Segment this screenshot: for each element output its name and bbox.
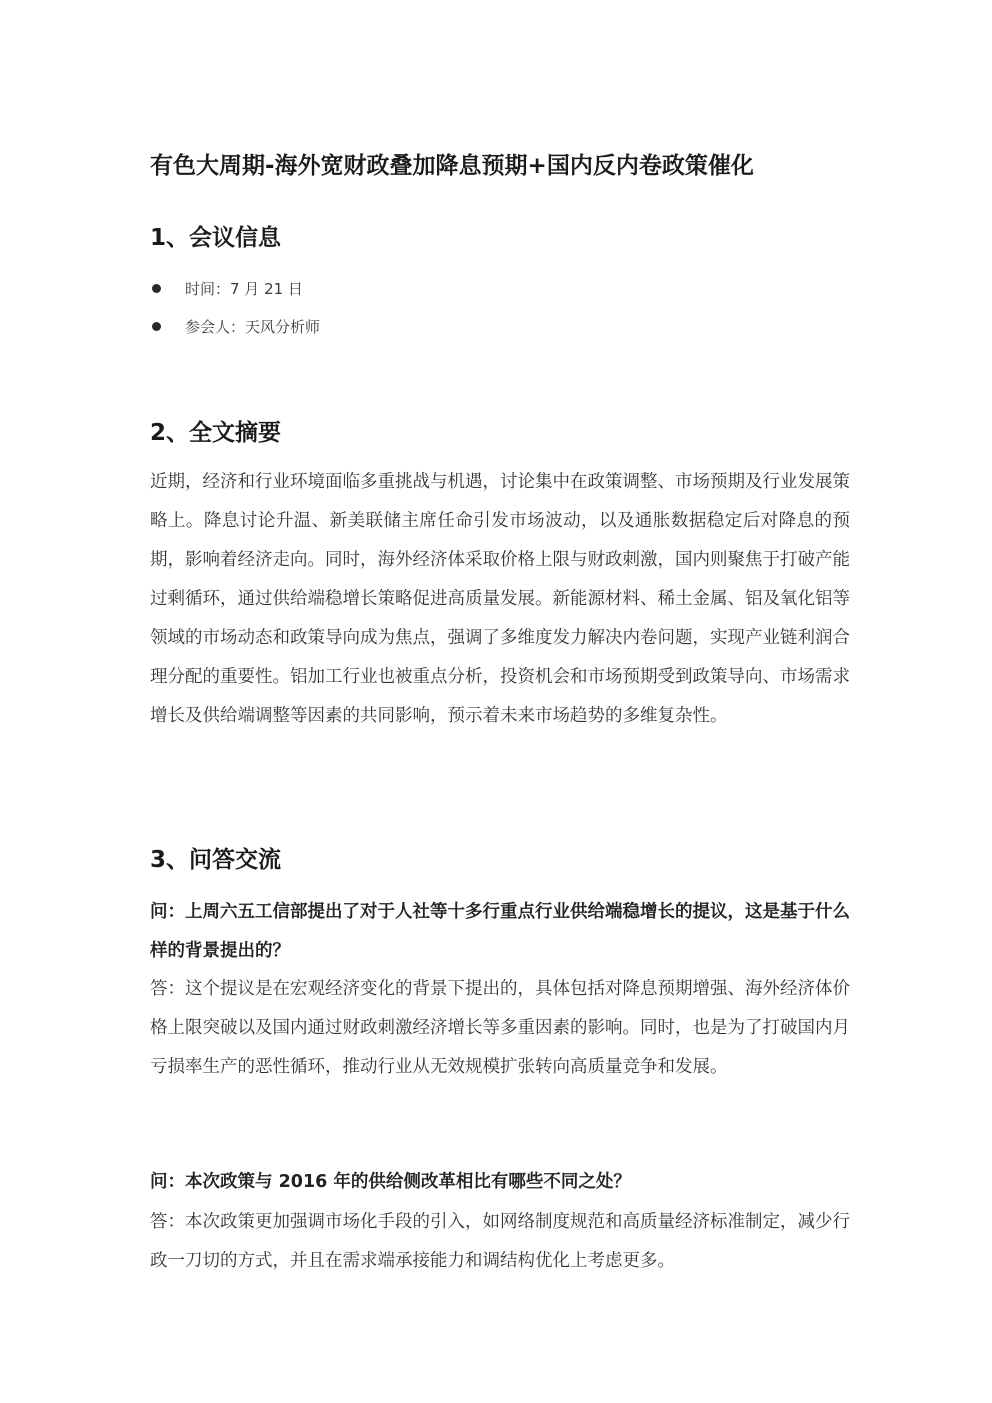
summary-heading: 2、全文摘要 (150, 420, 282, 446)
meeting-time-text: 时间：7 月 21 日 (185, 280, 303, 298)
qa-question-1: 问：上周六五工信部提出了对于人社等十多行重点行业供给端稳增长的提议，这是基于什么样的背景提出的？ (150, 902, 850, 961)
qa-question-2: 问：本次政策与 2016 年的供给侧改革相比有哪些不同之处？ (150, 1172, 631, 1192)
document-title: 有色大周期-海外宽财政叠加降息预期+国内反内卷政策催化 (150, 153, 754, 179)
bullet-icon (152, 284, 161, 293)
qa-heading: 3、问答交流 (150, 847, 282, 873)
qa-answer-2: 答：本次政策更加强调市场化手段的引入，如网络制度规范和高质量经济标准制定，减少行政一刀切的方式，并且在需求端承接能力和调结构优化上考虑更多。 (150, 1212, 850, 1271)
summary-paragraph: 近期，经济和行业环境面临多重挑战与机遇，讨论集中在政策调整、市场预期及行业发展策略上。降息讨论升温、新美联储主席任命引发市场波动，以及通胀数据稳定后对降息的预期，影响着经济走向。同时，海外经济体采取价格上限与财政刺激，国内则聚焦于打破产能过剩循环，通过供给端稳增长策略促进高质量发展。新能源材料、稀土金属、铝及氧化铝等领域的市场动态和政策导向成为焦点，强调了多维度发力解决内卷问题，实现产业链利润合理分配的重要性。铝加工行业也被重点分析，投资机会和市场预期受到政策导向、市场需求增长及供给端调整等因素的共同影响，预示着未来市场趋势的多维复杂性。 (150, 472, 850, 726)
qa-answer-1: 答：这个提议是在宏观经济变化的背景下提出的，具体包括对降息预期增强、海外经济体价格上限突破以及国内通过财政刺激经济增长等多重因素的影响。同时，也是为了打破国内月亏损率生产的恶性循环，推动行业从无效规模扩张转向高质量竞争和发展。 (150, 979, 850, 1077)
meeting-info-heading: 1、会议信息 (150, 225, 282, 251)
meeting-attendees-text: 参会人：天风分析师 (185, 318, 321, 336)
document-page (150, 0, 850, 1403)
bullet-icon (152, 322, 161, 331)
